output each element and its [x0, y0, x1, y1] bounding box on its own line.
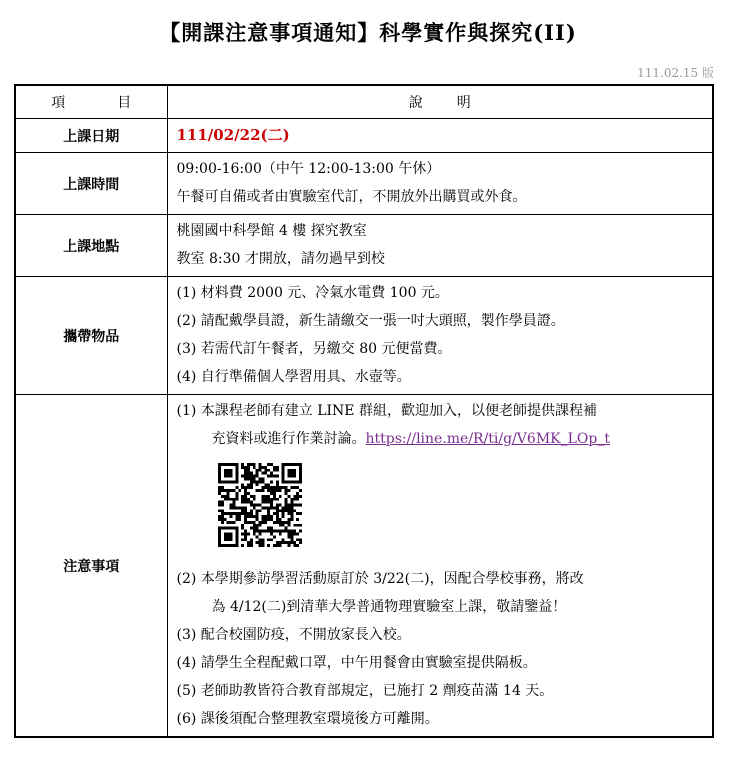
- list-item-continued: 為 4/12(二)到清華大學普通物理實驗室上課，敬請鑒益！: [211, 599, 567, 615]
- desc-time: [167, 153, 713, 215]
- table-row-time: [15, 153, 713, 215]
- notice-table: [14, 84, 714, 738]
- qr-code-icon[interactable]: [218, 463, 302, 547]
- list-item: (5) 老師助教皆符合教育部規定，已施打 2 劑疫苗滿 14 天。: [176, 683, 554, 699]
- table-header-row: [15, 85, 713, 119]
- open-time-line: 教室 8:30 才開放，請勿過早到校: [176, 251, 385, 267]
- table-row-notes: [15, 395, 713, 738]
- line-group-link[interactable]: https://line.me/R/ti/g/V6MK_LOp_t: [365, 431, 610, 447]
- desc-items: [167, 277, 713, 395]
- time-line: 09:00-16:00（中午 12:00-13:00 午休）: [176, 161, 441, 177]
- list-item: (2) 本學期參訪學習活動原訂於 3/22(二)，因配合學校事務，將改: [176, 571, 584, 587]
- list-item: (6) 課後須配合整理教室環境後方可離開。: [176, 711, 439, 727]
- desc-date: [167, 119, 713, 153]
- place-line: 桃園國中科學館 4 樓 探究教室: [176, 223, 367, 239]
- table-row-place: [15, 215, 713, 277]
- page-title: 【開課注意事項通知】科學實作與探究(II): [159, 20, 577, 45]
- list-item: (3) 若需代訂午餐者，另繳交 80 元便當費。: [176, 341, 452, 357]
- list-item-continued: 充資料或進行作業討論。https://line.me/R/ti/g/V6MK_LOp_t: [211, 431, 610, 447]
- desc-place: [167, 215, 713, 277]
- list-item: (4) 請學生全程配戴口罩，中午用餐會由實驗室提供隔板。: [176, 655, 537, 671]
- class-date-value: 111/02/22(二): [176, 126, 290, 144]
- label-date: 上課日期: [15, 119, 167, 153]
- lunch-line: 午餐可自備或者由實驗室代訂，不開放外出購買或外食。: [176, 189, 527, 205]
- version-label: 111.02.15 版: [637, 66, 714, 80]
- label-time: 上課時間: [15, 153, 167, 215]
- header-item: 項 目: [15, 85, 167, 119]
- list-item: (1) 材料費 2000 元、冷氣水電費 100 元。: [176, 285, 449, 301]
- list-item: (4) 自行準備個人學習用具、水壺等。: [176, 369, 411, 385]
- header-description: 說 明: [167, 85, 713, 119]
- qr-container: [177, 453, 705, 557]
- list-item: (3) 配合校園防疫，不開放家長入校。: [176, 627, 411, 643]
- table-row-items: [15, 277, 713, 395]
- label-items: 攜帶物品: [15, 277, 167, 395]
- label-place: 上課地點: [15, 215, 167, 277]
- list-item: (1) 本課程老師有建立 LINE 群組，歡迎加入，以便老師提供課程補: [176, 403, 597, 419]
- desc-notes: [167, 395, 713, 738]
- list-item: (2) 請配戴學員證，新生請繳交一張一吋大頭照，製作學員證。: [176, 313, 565, 329]
- label-notes: 注意事項: [15, 395, 167, 738]
- table-row-date: [15, 119, 713, 153]
